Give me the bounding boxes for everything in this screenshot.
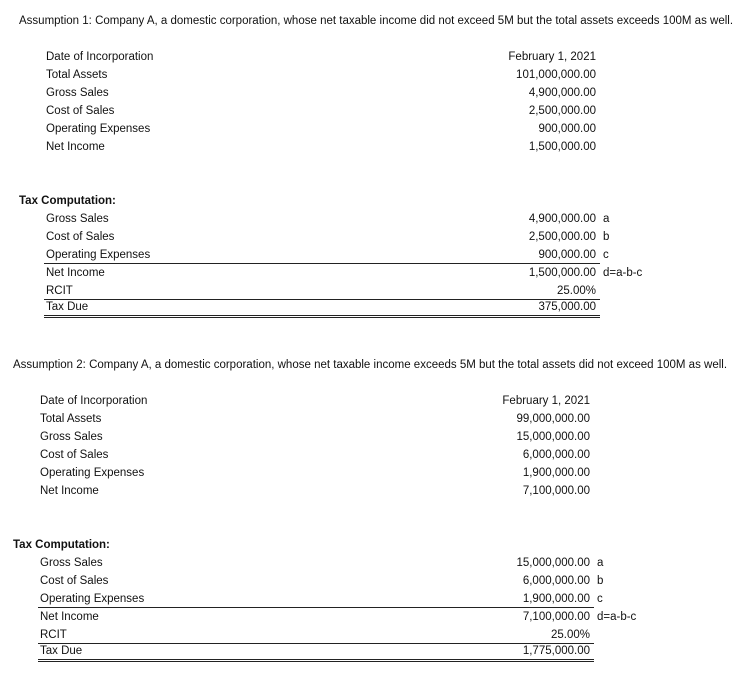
tax-value: 1,500,000.00 (528, 267, 596, 279)
tax-note: d=a-b-c (597, 611, 637, 623)
tax-note: a (597, 557, 604, 569)
tax-label: RCIT (40, 629, 67, 641)
assumption-1-heading: Assumption 1: Company A, a domestic corporation, whose net taxable income did not exceed 5M but the total assets exceeds 100M as well. (19, 15, 734, 27)
tax-note: b (597, 575, 604, 587)
detail-label: Date of Incorporation (46, 51, 154, 63)
double-rule-bottom (44, 317, 600, 318)
double-rule-top (38, 659, 594, 660)
detail-label: Cost of Sales (46, 105, 115, 117)
assumption-2-heading: Assumption 2: Company A, a domestic corporation, whose net taxable income exceeds 5M but the total assets did not exceed 100M as well. (13, 359, 728, 371)
tax-label: Tax Due (46, 301, 89, 313)
detail-label: Net Income (46, 141, 105, 153)
detail-value: 1,500,000.00 (528, 141, 596, 153)
tax-value: 900,000.00 (538, 249, 596, 261)
tax-note: c (603, 249, 609, 261)
tax-value: 4,900,000.00 (528, 213, 596, 225)
tax-label: Gross Sales (46, 213, 109, 225)
tax-note: b (603, 231, 610, 243)
tax-label: Operating Expenses (46, 249, 151, 261)
subtotal-rule (38, 607, 594, 608)
tax-value: 6,000,000.00 (522, 575, 590, 587)
detail-label: Gross Sales (46, 87, 109, 99)
detail-label: Date of Incorporation (40, 395, 148, 407)
tax-label: Tax Due (40, 645, 83, 657)
subtotal-rule (44, 263, 600, 264)
assumption-2-tax-heading: Tax Computation: (13, 539, 110, 551)
tax-value: 25.00% (550, 629, 590, 641)
tax-value: 1,900,000.00 (522, 593, 590, 605)
tax-value: 25.00% (556, 285, 596, 297)
detail-label: Total Assets (40, 413, 102, 425)
detail-value: 900,000.00 (538, 123, 596, 135)
detail-value: 101,000,000.00 (516, 69, 596, 81)
tax-label: Net Income (46, 267, 105, 279)
detail-value: 2,500,000.00 (528, 105, 596, 117)
detail-value: 15,000,000.00 (516, 431, 590, 443)
detail-label: Operating Expenses (40, 467, 145, 479)
detail-value: 6,000,000.00 (522, 449, 590, 461)
tax-value: 375,000.00 (538, 301, 596, 313)
detail-value: February 1, 2021 (508, 51, 596, 63)
detail-value: February 1, 2021 (502, 395, 590, 407)
detail-value: 1,900,000.00 (522, 467, 590, 479)
assumption-1-tax-heading: Tax Computation: (19, 195, 116, 207)
tax-note: a (603, 213, 610, 225)
detail-label: Total Assets (46, 69, 108, 81)
tax-label: Gross Sales (40, 557, 103, 569)
tax-label: Net Income (40, 611, 99, 623)
tax-value: 1,775,000.00 (522, 645, 590, 657)
detail-label: Gross Sales (40, 431, 103, 443)
detail-value: 99,000,000.00 (516, 413, 590, 425)
tax-label: Cost of Sales (46, 231, 115, 243)
tax-note: d=a-b-c (603, 267, 643, 279)
tax-label: Operating Expenses (40, 593, 145, 605)
rate-rule (38, 643, 594, 644)
detail-label: Net Income (40, 485, 99, 497)
tax-value: 15,000,000.00 (516, 557, 590, 569)
detail-label: Cost of Sales (40, 449, 109, 461)
detail-value: 4,900,000.00 (528, 87, 596, 99)
tax-value: 7,100,000.00 (522, 611, 590, 623)
double-rule-bottom (38, 661, 594, 662)
tax-note: c (597, 593, 603, 605)
rate-rule (44, 299, 600, 300)
detail-value: 7,100,000.00 (522, 485, 590, 497)
tax-label: RCIT (46, 285, 73, 297)
tax-value: 2,500,000.00 (528, 231, 596, 243)
tax-label: Cost of Sales (40, 575, 109, 587)
double-rule-top (44, 315, 600, 316)
detail-label: Operating Expenses (46, 123, 151, 135)
